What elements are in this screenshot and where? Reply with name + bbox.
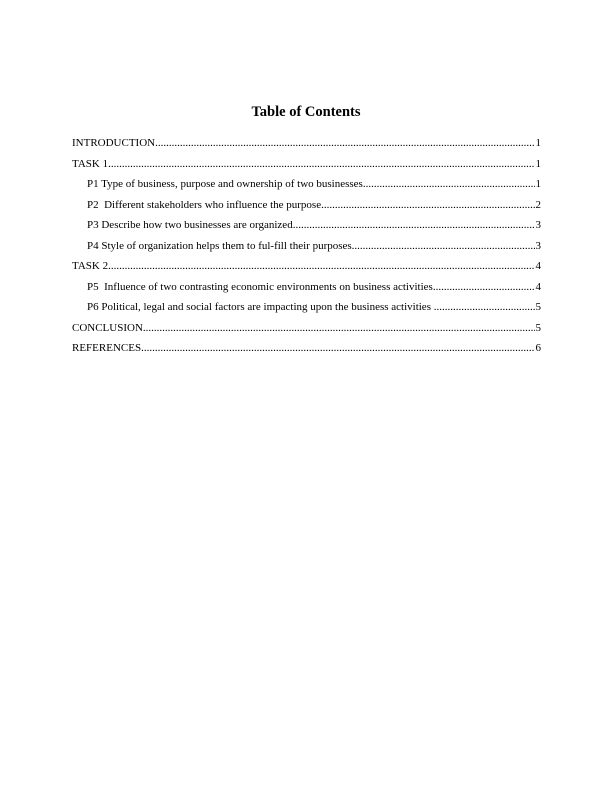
toc-dot-leader bbox=[352, 236, 535, 256]
toc-entry-label: TASK 1 bbox=[72, 157, 109, 170]
toc-title: Table of Contents bbox=[251, 104, 361, 120]
toc-entry-label: P4 Style of organization helps them to ful-fill their purposes bbox=[87, 239, 352, 252]
toc-list bbox=[72, 133, 541, 359]
toc-entry-conclusion[interactable] bbox=[72, 318, 541, 339]
toc-entry-references[interactable] bbox=[72, 338, 541, 359]
toc-entry-task-1[interactable] bbox=[72, 154, 541, 175]
toc-entry-label: INTRODUCTION bbox=[72, 137, 156, 149]
toc-dot-leader bbox=[155, 133, 534, 153]
toc-entry-p4[interactable] bbox=[72, 236, 541, 257]
toc-entry-label: CONCLUSION bbox=[72, 321, 143, 334]
toc-entry-label: P2 Different stakeholders who influence the purpose bbox=[87, 198, 322, 211]
toc-dot-leader bbox=[143, 318, 535, 338]
toc-dot-leader bbox=[293, 215, 535, 235]
toc-page-number: 5 bbox=[535, 321, 541, 334]
toc-entry-p6[interactable] bbox=[72, 297, 541, 318]
toc-page-number: 2 bbox=[535, 198, 541, 211]
toc-page-number: 5 bbox=[535, 301, 541, 313]
toc-entry-p2[interactable] bbox=[72, 195, 541, 216]
toc-entry-label: P6 Political, legal and social factors are impacting upon the business activities bbox=[87, 301, 434, 313]
toc-dot-leader bbox=[321, 195, 534, 215]
toc-page-number: 1 bbox=[535, 178, 541, 190]
toc-dot-leader bbox=[434, 297, 535, 317]
toc-page-number: 1 bbox=[535, 157, 541, 170]
toc-dot-leader bbox=[108, 154, 534, 174]
toc-dot-leader bbox=[141, 338, 534, 358]
toc-page-number: 1 bbox=[535, 137, 541, 149]
toc-entry-introduction[interactable] bbox=[72, 133, 541, 154]
toc-page-number: 4 bbox=[535, 280, 541, 293]
toc-page-number: 6 bbox=[535, 342, 541, 354]
toc-entry-p1[interactable] bbox=[72, 174, 541, 195]
toc-entry-label: REFERENCES bbox=[72, 342, 142, 354]
toc-entry-p5[interactable] bbox=[72, 277, 541, 298]
toc-page-number: 4 bbox=[535, 260, 541, 272]
toc-entry-label: P3 Describe how two businesses are organized bbox=[87, 219, 293, 231]
toc-page-number: 3 bbox=[535, 219, 541, 231]
toc-entry-task-2[interactable] bbox=[72, 256, 541, 277]
toc-page-number: 3 bbox=[535, 239, 541, 252]
toc-dot-leader bbox=[433, 277, 535, 297]
toc-dot-leader bbox=[363, 174, 535, 194]
toc-dot-leader bbox=[108, 256, 534, 276]
toc-entry-label: P1 Type of business, purpose and ownership of two businesses bbox=[87, 178, 363, 190]
toc-entry-label: TASK 2 bbox=[72, 260, 109, 272]
toc-entry-label: P5 Influence of two contrasting economic environments on business activities bbox=[87, 280, 433, 293]
toc-entry-p3[interactable] bbox=[72, 215, 541, 236]
